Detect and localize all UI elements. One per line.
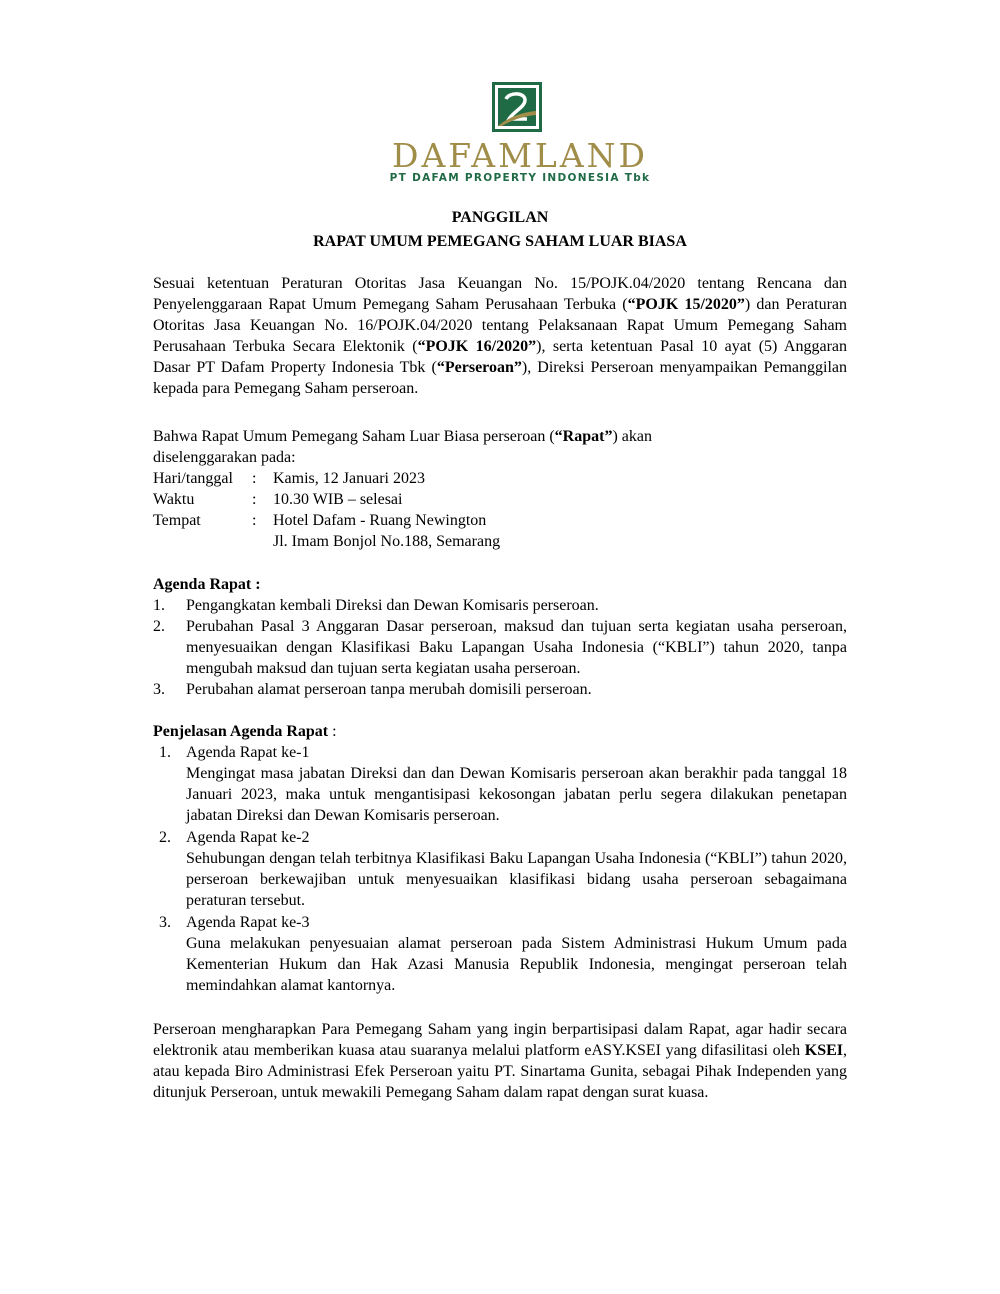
time-label: Waktu bbox=[153, 491, 195, 508]
agenda-item-number: 2. bbox=[153, 618, 165, 635]
explanation-item-number: 3. bbox=[159, 914, 171, 931]
rapat-term: “Rapat” bbox=[554, 428, 613, 445]
explanation-item-text: Sehubungan dengan telah terbitnya Klasifikasi Baku Lapangan Usaha Indonesia (“KBLI”) tahun 2020, perseroan berkewajiban untuk menyesuaikan klasifikasi bidang usaha perseroan sebagaimana peraturan tersebut. bbox=[186, 850, 847, 909]
explanation-item-title: Agenda Rapat ke-3 bbox=[186, 914, 310, 931]
perseroan-term: “Perseroan” bbox=[436, 359, 522, 376]
agenda-heading: Agenda Rapat : bbox=[153, 576, 261, 593]
time-value: 10.30 WIB – selesai bbox=[273, 491, 403, 508]
company-logo bbox=[380, 82, 660, 186]
place-label: Tempat bbox=[153, 512, 201, 529]
meeting-intro-line: Bahwa Rapat Umum Pemegang Saham Luar Biasa perseroan (“Rapat”) akan bbox=[153, 428, 652, 445]
time-colon: : bbox=[252, 491, 257, 508]
explanation-item-text: Guna melakukan penyesuaian alamat perseroan pada Sistem Administrasi Hukum Umum pada Kementerian Hukum dan Hak Azasi Manusia Republik Indonesia, mengingat perseroan telah memindahkan alamat kantornya. bbox=[186, 935, 847, 994]
agenda-item: Perubahan alamat perseroan tanpa merubah domisili perseroan. bbox=[186, 681, 592, 698]
explanation-heading: Penjelasan Agenda Rapat : bbox=[153, 723, 337, 740]
day-value: Kamis, 12 Januari 2023 bbox=[273, 470, 425, 487]
pojk15-term: “POJK 15/2020” bbox=[627, 296, 745, 313]
place-address: Jl. Imam Bonjol No.188, Semarang bbox=[273, 533, 501, 550]
explanation-item-number: 1. bbox=[159, 744, 171, 761]
meeting-intro-line-2: diselenggarakan pada: bbox=[153, 449, 296, 466]
day-label: Hari/tanggal bbox=[153, 470, 233, 487]
place-value: Hotel Dafam - Ruang Newington bbox=[273, 512, 487, 529]
place-colon: : bbox=[252, 512, 257, 529]
agenda-item: Pengangkatan kembali Direksi dan Dewan Komisaris perseroan. bbox=[186, 597, 599, 614]
day-colon: : bbox=[252, 470, 257, 487]
logo-company-name: PT DAFAM PROPERTY INDONESIA Tbk bbox=[389, 172, 651, 184]
explanation-item-title: Agenda Rapat ke-2 bbox=[186, 829, 310, 846]
agenda-item-number: 3. bbox=[153, 681, 165, 698]
logo-wordmark: DAFAMLAND bbox=[391, 136, 649, 175]
explanation-item-number: 2. bbox=[159, 829, 171, 846]
ksei-term: KSEI bbox=[804, 1042, 843, 1059]
pojk16-term: “POJK 16/2020” bbox=[417, 338, 537, 355]
page-title: PANGGILAN bbox=[451, 209, 549, 226]
closing-paragraph: Perseroan mengharapkan Para Pemegang Saham yang ingin berpartisipasi dalam Rapat, agar hadir secara elektronik atau memberikan kuasa atau suaranya melalui platform eASY.KSEI yang difasilitasi oleh KSEI, atau kepada Biro Administrasi Efek Perseroan yaitu PT. Sinartama Gunita, sebagai Pihak Independen yang ditunjuk Perseroan, untuk mewakili Pemegang Saham dalam rapat dengan surat kuasa. bbox=[153, 1021, 847, 1101]
dafamland-logo-icon bbox=[492, 82, 542, 132]
intro-paragraph: Sesuai ketentuan Peraturan Otoritas Jasa Keuangan No. 15/POJK.04/2020 tentang Rencana dan Penyelenggaraan Rapat Umum Pemegang Saham Perusahaan Terbuka (“POJK 15/2020”) dan Peraturan Otoritas Jasa Keuangan No. 16/POJK.04/2020 tentang Pelaksanaan Rapat Umum Pemegang Saham Perusahaan Terbuka Secara Elektonik (“POJK 16/2020”), serta ketentuan Pasal 10 ayat (5) Anggaran Dasar PT Dafam Property Indonesia Tbk (“Perseroan”), Direksi Perseroan menyampaikan Pemanggilan kepada para Pemegang Saham perseroan. bbox=[153, 275, 848, 397]
explanation-item-text: Mengingat masa jabatan Direksi dan dan Dewan Komisaris perseroan akan berakhir pada tanggal 18 Januari 2023, maka untuk mengantisipasi kekosongan jabatan perlu segera dilakukan penetapan jabatan Direksi dan Dewan Komisaris perseroan. bbox=[186, 765, 847, 824]
explanation-item-title: Agenda Rapat ke-1 bbox=[186, 744, 310, 761]
page-subtitle: RAPAT UMUM PEMEGANG SAHAM LUAR BIASA bbox=[313, 233, 687, 250]
agenda-item-number: 1. bbox=[153, 597, 165, 614]
agenda-item: Perubahan Pasal 3 Anggaran Dasar perseroan, maksud dan tujuan serta kegiatan usaha perseroan, menyesuaikan dengan Klasifikasi Baku Lapangan Usaha Indonesia (“KBLI”) tahun 2020, tanpa mengubah maksud dan tujuan serta kegiatan usaha perseroan. bbox=[186, 618, 847, 677]
